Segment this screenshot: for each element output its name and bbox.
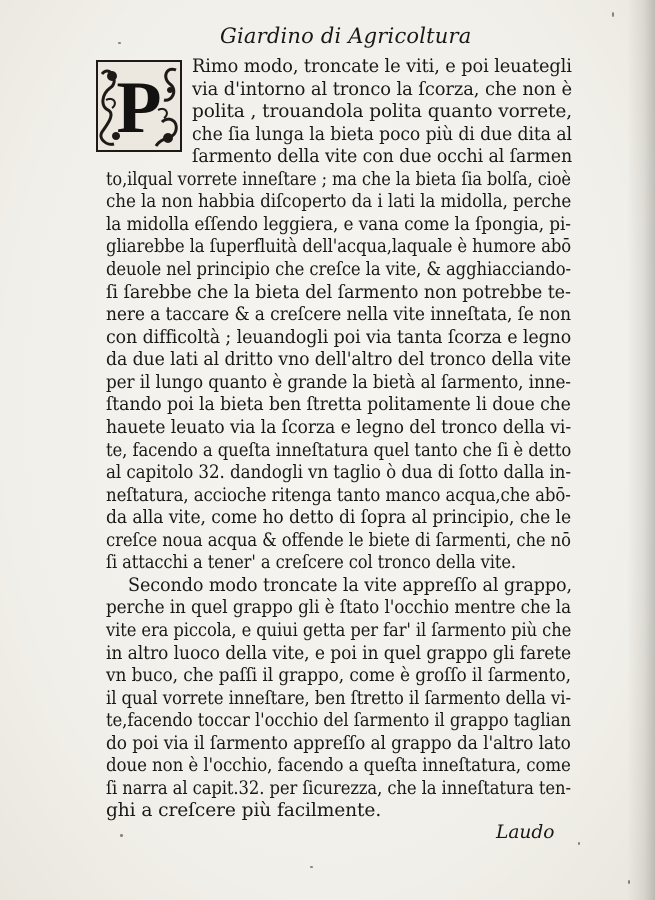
text-line: la midolla eſſendo leggiera, e vana come la ſpongia, pi-	[106, 214, 571, 235]
text-line: te,facendo toccar l'occhio del ſarmento il grappo taglian	[106, 710, 571, 731]
text-line: neſtatura, accioche ritenga tanto manco acqua,che abō-	[106, 485, 571, 506]
text-line: con difficoltà ; leuandogli poi via tanta ſcorza e legno	[106, 327, 572, 348]
text-line: polita , trouandola polita quanto vorrete,	[192, 101, 573, 122]
ink-speck	[310, 866, 313, 868]
text-line: vite era piccola, e quiui getta per far' il ſarmento più che	[106, 620, 572, 641]
text-line: in altro luoco della vite, e poi in quel grappo gli farete	[106, 643, 572, 664]
text-line: nere a taccare & a creſcere nella vite inneſtata, ſe non	[106, 304, 571, 325]
text-line: al capitolo 32. dandogli vn taglio ò dua di ſotto dalla in-	[106, 462, 571, 483]
text-line: gliarebbe la ſuperfluità dell'acqua,laquale è humore abō	[106, 236, 572, 257]
catchword: Laudo	[496, 822, 555, 843]
ink-speck	[120, 834, 123, 837]
text-line: ſi attacchi a tener' a creſcere col tronco della vite.	[106, 552, 516, 573]
text-line: Secondo modo troncate la vite appreſſo al grappo,	[128, 575, 573, 596]
text-line: do poi via il ſarmento appreſſo al grappo da l'altro lato	[106, 733, 571, 754]
text-line: perche in quel grappo gli è ſtato l'occhio mentre che la	[106, 597, 572, 618]
text-line: che ſia lunga la bieta poco più di due dita al	[192, 124, 572, 145]
drop-cap-letter: P	[116, 67, 162, 149]
text-line: doue non è l'occhio, facendo a queſta inneſtatura, come	[106, 755, 571, 776]
text-line: hauete leuato via la ſcorza e legno del tronco della vi-	[106, 417, 572, 438]
text-line: Rimo modo, troncate le viti, e poi leuategli	[192, 56, 572, 77]
text-line: per il lungo quanto è grande la bietà al ſarmento, inne-	[106, 372, 571, 393]
text-line: ſarmento della vite con due occhi al ſarmen	[192, 146, 573, 167]
text-line: ſi ſarebbe che la bieta del ſarmento non potrebbe te-	[106, 282, 571, 303]
text-line: ghi a creſcere più facilmente.	[106, 800, 382, 821]
text-line: da due lati al dritto vno dell'altro del tronco della vite	[106, 349, 571, 370]
text-line: da alla vite, come ho detto di ſopra al principio, che le	[106, 507, 571, 528]
text-line: vn buco, che paſſi il grappo, come è groſſo il ſarmento,	[106, 665, 571, 686]
ink-speck	[118, 42, 121, 44]
text-line: deuole nel principio che creſce la vite, & agghiacciando-	[106, 259, 571, 280]
text-line: creſce noua acqua & offende le biete di ſarmenti, che nō	[106, 530, 571, 551]
text-line: ſi narra al capit.32. per ſicurezza, che la inneſtatura ten-	[106, 778, 571, 799]
text-line: via d'intorno al tronco la ſcorza, che non è	[192, 79, 572, 100]
text-line: te, facendo a queſta inneſtatura quel tanto che ſi è detto	[106, 440, 572, 461]
text-line: che la non habbia diſcoperto da i lati la midolla, perche	[106, 191, 572, 212]
text-line: to,ilqual vorrete inneſtare ; ma che la bieta ſia bolſa, cioè	[106, 169, 571, 190]
text-line: ſtando poi la bieta ben ſtretta politamente li doue che	[106, 394, 571, 415]
ink-speck	[612, 12, 614, 17]
text-line: il qual vorrete inneſtare, ben ſtretto il ſarmento della vi-	[106, 688, 571, 709]
page-gutter-shadow	[627, 0, 655, 900]
ink-speck	[578, 842, 580, 845]
ink-speck	[628, 880, 630, 884]
running-head: Giardino di Agricoltura	[220, 24, 472, 48]
decorated-initial-letter	[96, 60, 182, 152]
